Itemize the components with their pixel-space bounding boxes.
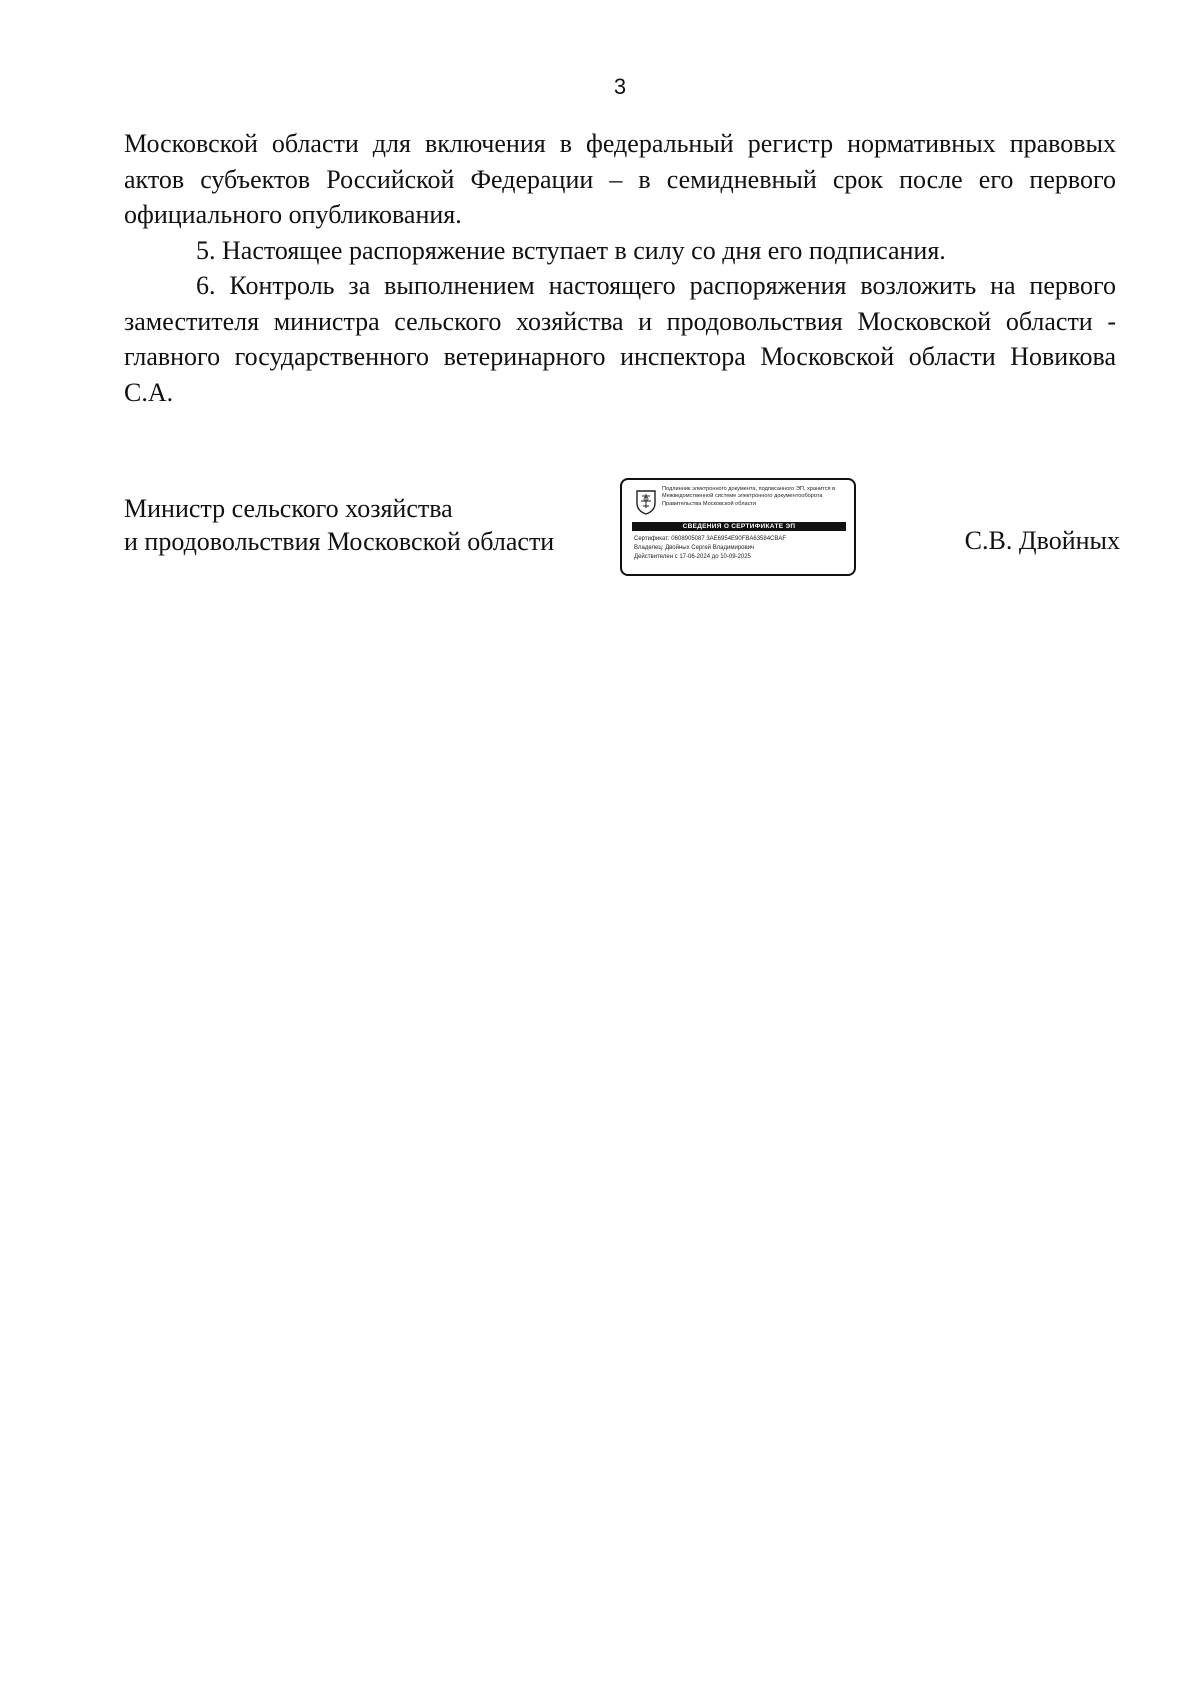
signer-name: С.В. Двойных [964, 526, 1120, 555]
signer-position-line-2: и продовольствия Московской области [124, 527, 555, 556]
stamp-title-bar: СВЕДЕНИЯ О СЕРТИФИКАТЕ ЭП [632, 522, 846, 531]
coat-of-arms-icon [634, 488, 658, 516]
stamp-header-text: Подлинник электронного документа, подписанного ЭП, хранится в Межведомственной системе электронного документооборота Правительства Московской области [662, 486, 836, 507]
signer-position [124, 492, 554, 558]
page-number: 3 [613, 74, 627, 99]
paragraph-continuation: Московской области для включения в федеральный регистр нормативных правовых актов субъектов Российской Федерации – в семидневный срок после его первого официального опубликования. [124, 129, 1116, 229]
signature-block [124, 478, 1120, 588]
paragraph-item-6: 6. Контроль за выполнением настоящего распоряжения возложить на первого заместителя министра сельского хозяйства и продовольствия Московской области - главного государственного ветеринарного инспектора Московской области Новикова С.А. [124, 271, 1116, 407]
stamp-details [634, 535, 848, 563]
stamp-validity: Действителен с 17-06-2024 до 10-09-2025 [634, 554, 751, 561]
stamp-certificate: Сертификат: 0608905087 3AE6954E90FBA63584CBAF [634, 536, 787, 542]
stamp-owner: Владелец: Двойных Сергей Владимирович [634, 545, 755, 552]
document-body [124, 126, 1116, 410]
electronic-signature-stamp [620, 478, 856, 576]
signer-position-line-1: Министр сельского хозяйства [124, 494, 453, 523]
paragraph-item-5: 5. Настоящее распоряжение вступает в силу со дня его подписания. [196, 235, 946, 265]
